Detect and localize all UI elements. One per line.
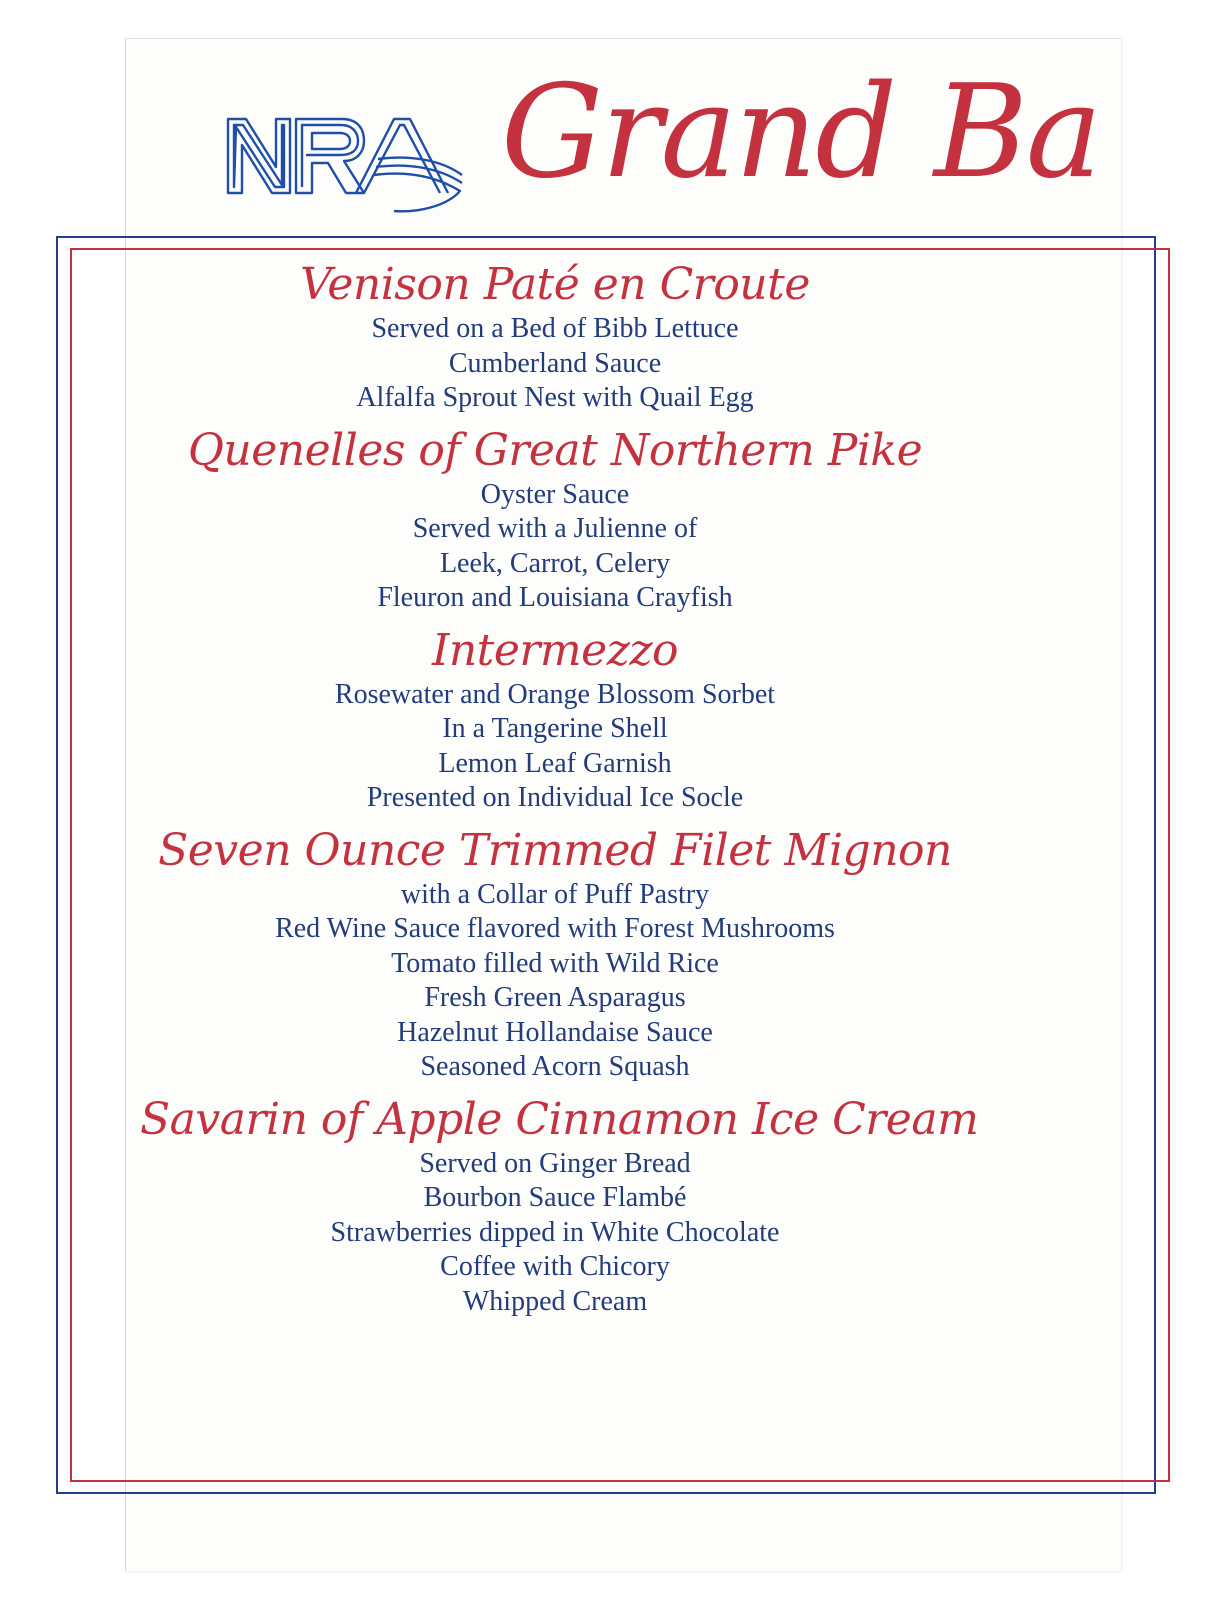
course-title: Savarin of Apple Cinnamon Ice Cream — [140, 1093, 979, 1145]
course-item: Served on Ginger Bread — [419, 1147, 691, 1179]
course-title: Intermezzo — [431, 624, 679, 676]
course-item: Bourbon Sauce Flambé — [423, 1182, 687, 1213]
menu-list — [140, 258, 979, 1327]
course-item: Whipped Cream — [462, 1285, 648, 1317]
course-item: Lemon Leaf Garnish — [438, 747, 672, 779]
course-item: Leek, Carrot, Celery — [439, 547, 671, 579]
course-title: Quenelles of Great Northern Pike — [187, 424, 923, 476]
course-title: Venison Paté en Croute — [300, 259, 810, 310]
course-item: Seasoned Acorn Squash — [420, 1051, 690, 1082]
course-item: Oyster Sauce — [480, 478, 630, 510]
nra-logo-icon — [224, 105, 464, 221]
course-title: Seven Ounce Trimmed Filet Mignon — [158, 824, 952, 876]
course-item: Cumberland Sauce — [448, 347, 662, 379]
course-venison — [140, 258, 970, 416]
course-item: Coffee with Chicory — [440, 1251, 670, 1282]
course-item: Strawberries dipped in White Chocolate — [330, 1216, 780, 1248]
course-quenelles — [140, 424, 970, 616]
course-savarin — [140, 1093, 979, 1320]
course-item: Rosewater and Orange Blossom Sorbet — [334, 678, 776, 710]
course-item: Served with a Julienne of — [412, 513, 698, 544]
course-intermezzo — [140, 624, 970, 816]
course-item: Fleuron and Louisiana Crayfish — [377, 582, 733, 613]
banner-title: Grand Ba — [501, 58, 1101, 207]
course-item: Served on a Bed of Bibb Lettuce — [371, 313, 739, 344]
course-item: In a Tangerine Shell — [442, 713, 668, 744]
course-item: Presented on Individual Ice Socle — [366, 782, 744, 813]
course-item: Red Wine Sauce flavored with Forest Mushrooms — [275, 913, 835, 944]
course-item: Alfalfa Sprout Nest with Quail Egg — [356, 382, 754, 413]
course-item: Tomato filled with Wild Rice — [391, 947, 719, 979]
course-item: Fresh Green Asparagus — [424, 982, 686, 1013]
course-filet-mignon — [140, 824, 970, 1085]
course-item: Hazelnut Hollandaise Sauce — [397, 1016, 713, 1048]
course-item: with a Collar of Puff Pastry — [400, 878, 710, 910]
